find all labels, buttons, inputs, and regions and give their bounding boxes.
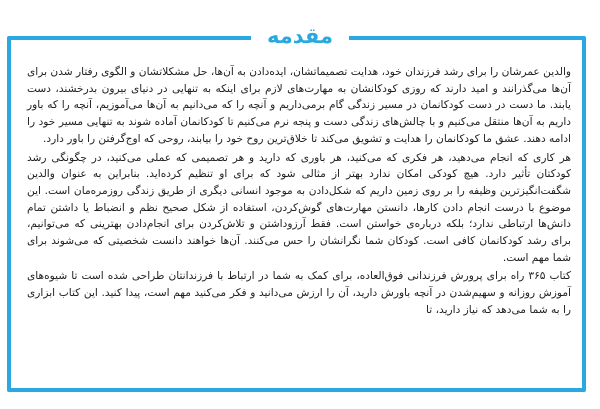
paragraph-2: هر کاری که انجام می‌دهید، هر فکری که می‌کنید، هر باوری که دارید و هر تصمیمی که عملی می‌کنید، در چگونگی رشد کودکتان تأثیر دارد. هیچ کودکی امکان ندارد بهتر از مثالی شود که برای او تنظیم کرده‌اید. بنابراین به عنوان والدین شگفت‌انگیزترین وظیفه را بر روی زمین داریم که شکل‌دادن به موجود انسانی دیگری از طریق زندگی روزمره‌مان است. این موضوع با درست انجام دادن کارها، دانستن مهارت‌های گوش‌کردن، استفاده از شکل صحیح نظم و انضباط یا داشتن تمام دانش‌ها ارتباطی ندارد؛ بلکه درباره‌ی خواستن است. فقط آرزوداشتن و تلاش‌کردن برای انجام‌دادن بهترینی که می‌توانیم، برای رشد کودکانمان کافی است. کودکان شما نگرانشان را حس می‌کنند. آن‌ها خواهند دانست شخصیتی که می‌شوند برای شما مهم است. xyxy=(27,151,571,264)
title-wrapper xyxy=(0,21,600,51)
paragraph-1: والدین عمرشان را برای رشد فرزندان خود، هدایت تصمیماتشان، ایده‌دادن به آن‌ها، حل مشکلاتشان و الگوی رفتار شدن برای آن‌ها می‌گذرانند و امید دارند که روزی کودکانشان به مهارت‌های لازم برای اینکه به تنهایی در دنیای بیرون بدرخشند، دست یابند. ما دست در دست کودکانمان در مسیر زندگی گام برمی‌داریم و آنچه را که می‌دانیم به آن‌ها می‌آموزیم، آنچه را که باور داریم به آن‌ها منتقل می‌کنیم و با چالش‌های زندگی دست و پنجه نرم می‌کنیم تا کودکانمان آماده شوند به تنهایی مسیر خود را ادامه دهند. عشق ما کودکانمان را هدایت و تشویق می‌کند تا خلاق‌ترین روح خود را بیابند، روحی که اوج‌گرفتن را باور دارد. xyxy=(27,66,571,145)
body-text xyxy=(27,64,571,321)
paragraph-3: کتاب ۳۶۵ راه برای پرورش فرزندانی فوق‌العاده، برای کمک به شما در ارتباط با فرزندانتان طراحی شده است تا شیوه‌های آموزش روزانه و سهیم‌شدن در آنچه باورش دارید، آن را ارزش می‌دانید و فکر می‌کنید مهم است، پیدا کنید. این کتاب ابزاری را به شما می‌دهد که نیاز دارید، تا xyxy=(27,270,571,316)
page-title: مقدمه xyxy=(251,21,349,51)
